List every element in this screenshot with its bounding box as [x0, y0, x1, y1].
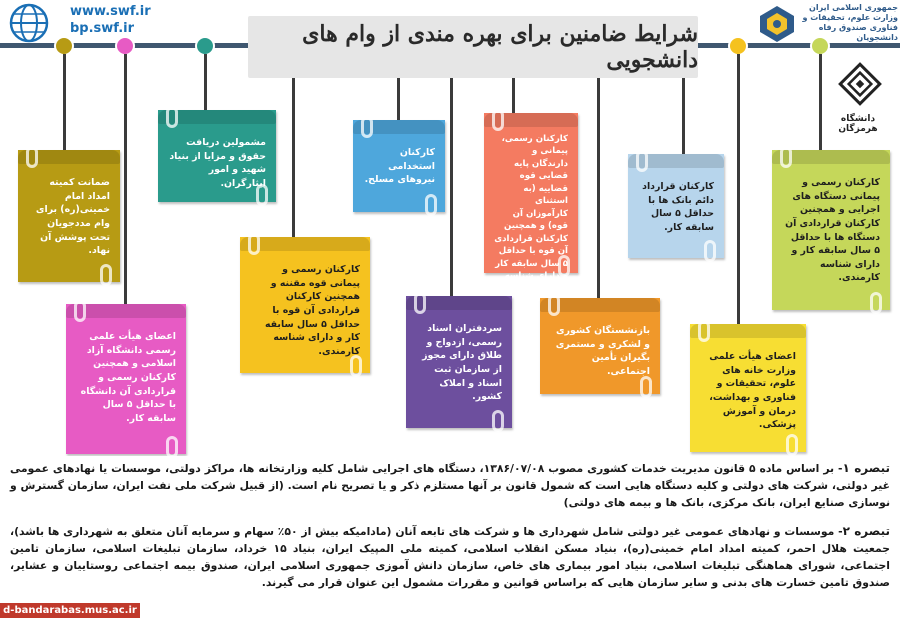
note-text: کارکنان رسمی و پیمانی دستگاه های اجرایی و همچنین کارکنان قراردادی آن دستگاه ها با حداقل ۵ سال سابقه کار و دارای شناسه کارمندی. [785, 177, 880, 284]
university-logo-icon [830, 62, 890, 112]
timeline-dot [54, 36, 74, 56]
note-text: بازنشستگان کشوری و لشکری و مستمری بگیران تأمین اجتماعی. [555, 325, 650, 377]
connector-stem [597, 78, 600, 298]
footer-note-1-label: تبصره ۱ [842, 461, 890, 475]
guarantor-note-azad-university [66, 304, 186, 454]
connector-stem [737, 54, 740, 324]
page-title: شرایط ضامنین برای بهره مندی از وام های دانشجویی [248, 16, 698, 78]
guarantor-note-legislature [240, 237, 370, 373]
connector-stem [819, 54, 822, 152]
footer-note-1 [10, 460, 890, 511]
note-text: کارکنان رسمی، پیمانی و دارندگان پایه قضایی قوه قضاییه (به استثنای کارآموزان آن قوه) و همچنین کارکنان قراردادی آن قوه با حداقل ۵ سال سابقه کار و دارای شناسه کارمندی. [494, 134, 568, 294]
note-text: اعضای هیأت علمی رسمی دانشگاه آزاد اسلامی و همچنین کارکنان رسمی و قراردادی آن دانشگاه با حداقل ۵ سال سابقه کار. [80, 331, 176, 424]
connector-stem [63, 54, 66, 152]
connector-stem [292, 78, 295, 238]
guarantor-note-retirees [540, 298, 660, 394]
connector-stem [397, 78, 400, 120]
connector-stem [124, 54, 127, 306]
timeline-dot [728, 36, 748, 56]
guarantor-note-notaries [406, 296, 512, 428]
note-text: کارکنان قرارداد دائم بانک ها با حداقل ۵ سال سابقه کار. [642, 181, 714, 233]
connector-stem [512, 78, 515, 114]
website-link-2[interactable]: bp.swf.ir [70, 21, 135, 36]
university-logo-text: دانشگاه هرمزگان [838, 114, 878, 134]
guarantor-note-banks [628, 154, 724, 258]
guarantor-note-executive-agencies [772, 150, 890, 310]
timeline-dot [195, 36, 215, 56]
footer-note-1-text: - بر اساس ماده ۵ قانون مدیریت خدمات کشوری مصوب ۱۳۸۶/۰۷/۰۸، دستگاه های اجرایی شامل کلیه وزارتخانه ها، مراکز دولتی، موسسات یا نهادهای عمومی غیر دولتی، شرکت های دولتی و کلیه دستگاه هایی است که شمول قانون بر آنها مستلزم ذکر و یا تصریح نام است. (از قبیل شرکت ملی نفت ایران، سازمان گسترش و نوسازی صنایع ایران، بانک مرکزی، بانک ها و بیمه های دولتی) [10, 462, 890, 509]
footer-note-2-label: تبصره ۲ [842, 524, 890, 538]
footer-note-2 [10, 523, 890, 591]
connector-stem [450, 78, 453, 296]
fund-logo-icon [758, 4, 796, 44]
note-text: سردفتران اسناد رسمی، ازدواج و طلاق دارای مجوز از سازمان ثبت اسناد و املاک کشور. [422, 323, 502, 403]
guarantor-note-faculty-ministries [690, 324, 806, 452]
source-url-badge[interactable]: d-bandarabas.mus.ac.ir [0, 603, 140, 618]
note-text: مشمولین دریافت حقوق و مزایا از بنیاد شهید و امور ایثارگران. [169, 137, 266, 189]
guarantor-note-relief-committee [18, 150, 120, 282]
timeline-dot [810, 36, 830, 56]
connector-stem [204, 54, 207, 110]
note-text: کارکنان استخدامی نیروهای مسلح. [364, 147, 435, 186]
guarantor-note-armed-forces [353, 120, 445, 212]
note-text: کارکنان رسمی و پیمانی قوه مقننه و همچنین کارکنان قراردادی آن قوه با حداقل ۵ سال سابقه کار و دارای شناسه کارمندی. [265, 264, 360, 357]
website-link-1[interactable]: www.swf.ir [70, 4, 151, 19]
fund-logo-text: جمهوری اسلامی ایران وزارت علوم، تحقیقات و فناوری صندوق رفاه دانشجویان [802, 3, 898, 42]
timeline-dot [115, 36, 135, 56]
note-text: اعضای هیأت علمی وزارت خانه های علوم، تحقیقات و فناوری و بهداشت، درمان و آموزش پزشکی. [709, 351, 796, 431]
globe-icon [8, 2, 50, 44]
connector-stem [682, 78, 685, 154]
note-text: ضمانت کمیته امداد امام خمینی(ره) برای وام مددجویان تحت پوشش آن نهاد. [35, 177, 110, 257]
guarantor-note-martyr-foundation [158, 110, 276, 202]
footer-note-2-text: - موسسات و نهادهای عمومی غیر دولتی شامل شهرداری ها و شرکت های تابعه آنان (مادامیکه بیش از ۵۰٪ سهام و سرمایه آنان متعلق به شهرداری ها باشد)، جمعیت هلال احمر، کمیته امداد امام خمینی(ره)، بنیاد مسکن انقلاب اسلامی، کمیته ملی المپیک ایران، بنیاد ۱۵ خرداد، سازمان تبلیغات اسلامی، سازمان تامین اجتماعی، شورای هماهنگی تبلیغات اسلامی، بنیاد امور بیماری های خاص، سازمان دانش آموزی جمهوری اسلامی ایران، صندوق بیمه اجتماعی روستاییان و عشایر، صندوق تامین خسارت های بدنی و سایر سازمان هایی که براساس قوانین و مقررات مشمول این عنوان قرار می گیرند. [10, 525, 890, 589]
guarantor-note-judiciary [484, 113, 578, 294]
